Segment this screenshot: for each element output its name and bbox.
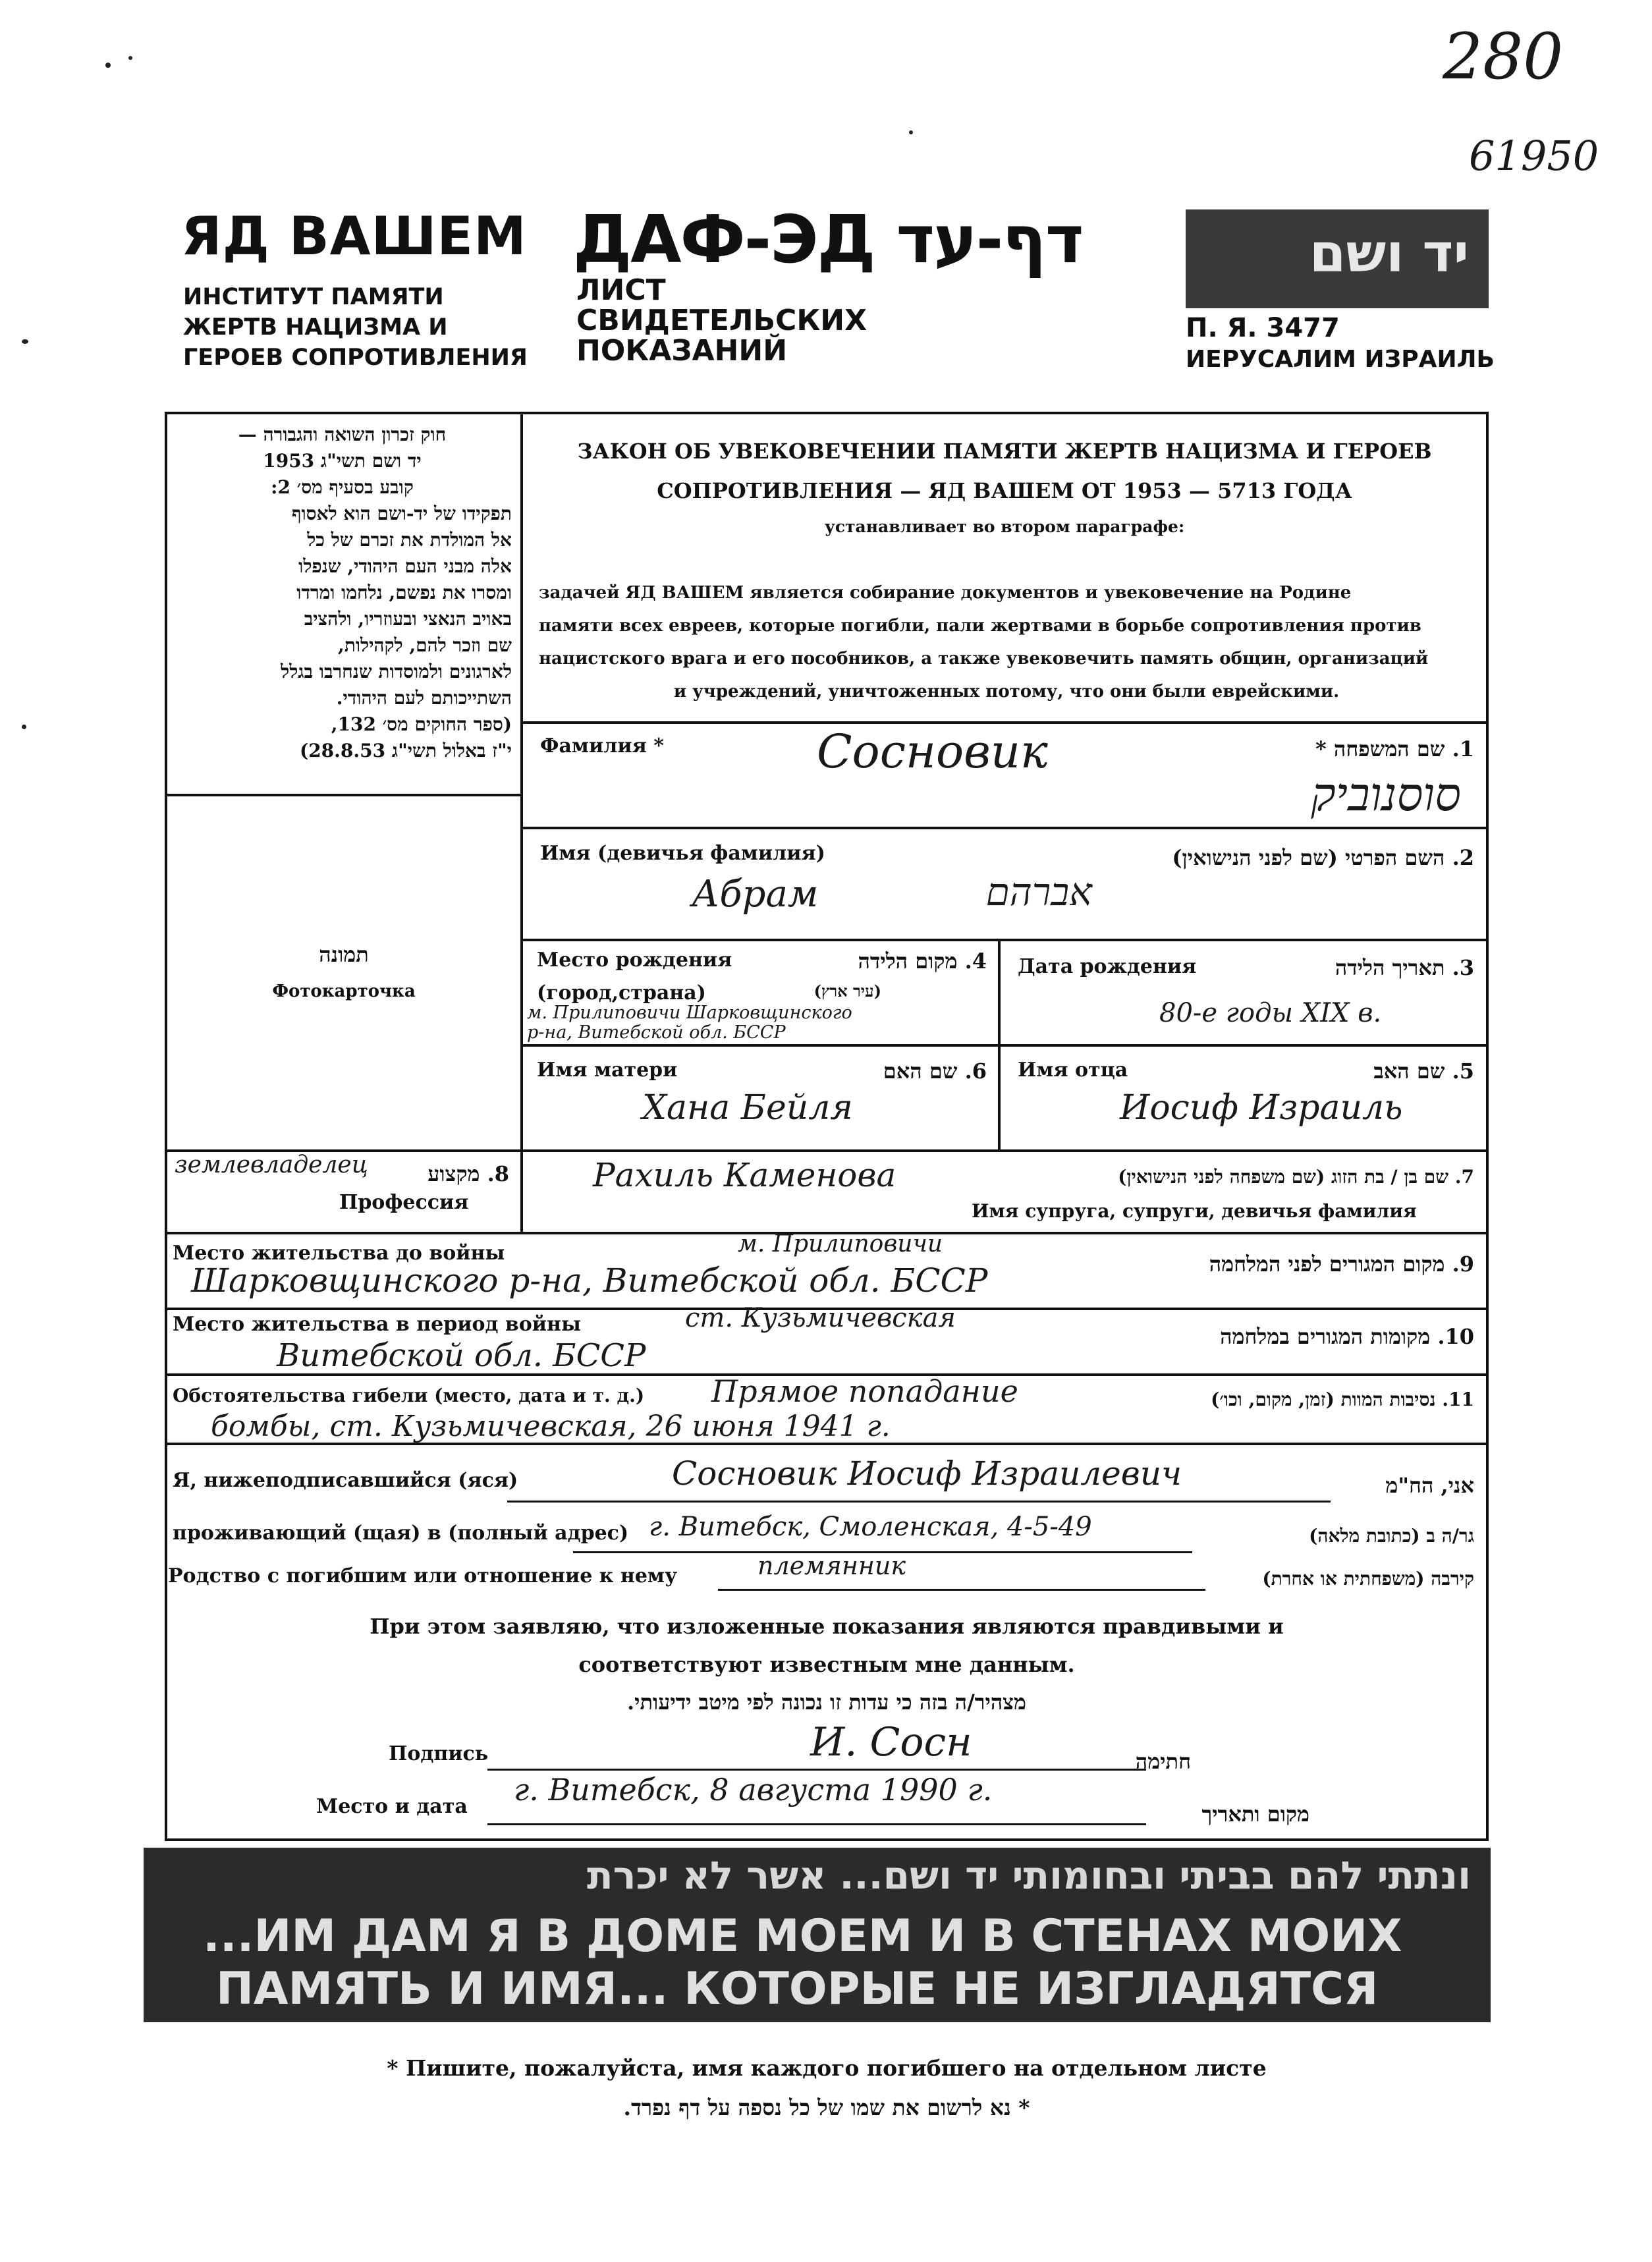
- first-name-value-he: אברהם: [985, 869, 1092, 914]
- birth-place-value-1: м. Прилиповичи Шарковщинского: [527, 1003, 852, 1023]
- quote-banner: [144, 1848, 1491, 2022]
- underline: [507, 1501, 1331, 1503]
- address-label-he: גר/ה ב (כתובת מלאה): [1309, 1525, 1474, 1547]
- relation-label: Родство с погибшим или отношение к нему: [168, 1564, 678, 1587]
- divider: [520, 721, 1489, 724]
- death-label-he: 11. נסיבות המוות (זמן, מקום, וכו׳): [1211, 1389, 1474, 1410]
- father-label: Имя отца: [1018, 1059, 1128, 1082]
- residence-during-label: Место жительства в период войны: [173, 1313, 582, 1336]
- divider: [998, 939, 1001, 1149]
- banner-line-2: ПАМЯТЬ И ИМЯ... КОТОРЫЕ НЕ ИЗГЛАДЯТСЯ: [216, 1963, 1379, 2015]
- law-title: ЗАКОН ОБ УВЕКОВЕЧЕНИИ ПАМЯТИ ЖЕРТВ НАЦИЗМА И ГЕРОЕВ СОПРОТИВЛЕНИЯ — ЯД ВАШЕМ ОТ 1953 — 5713 ГОДА: [577, 439, 1432, 503]
- residence-before-value-2: Шарковщинского р-на, Витебской обл. БССР: [191, 1261, 988, 1300]
- witness-name-value: Сосновик Иосиф Израилевич: [672, 1454, 1182, 1493]
- po-box: П. Я. 3477: [1186, 313, 1340, 343]
- underline: [487, 1823, 1146, 1825]
- scan-speck: [22, 339, 28, 344]
- place-date-value: г. Витебск, 8 августа 1990 г.: [514, 1772, 993, 1807]
- first-name-label-he: 2. השם הפרטי (שם לפני הנישואין): [1172, 845, 1474, 870]
- divider: [520, 1149, 523, 1232]
- mother-value: Хана Бейля: [642, 1088, 853, 1128]
- profession-label: Профессия: [339, 1191, 469, 1214]
- mother-label-he: 6. שם האם: [883, 1059, 987, 1084]
- residence-before-label-he: 9. מקום המגורים לפני המלחמה: [1209, 1252, 1474, 1277]
- yad-vashem-logo: יד ושם: [1186, 209, 1489, 308]
- profession-label-he: 8. מקצוע: [427, 1161, 509, 1186]
- spouse-label: Имя супруга, супруги, девичья фамилия: [972, 1200, 1417, 1222]
- surname-label-he: 1. שם המשפחה *: [1315, 736, 1474, 761]
- birth-date-label: Дата рождения: [1018, 955, 1197, 978]
- banner-line-1: ...ИМ ДАМ Я В ДОМЕ МОЕМ И В СТЕНАХ МОИХ: [203, 1910, 1402, 1962]
- org-name: ЯД ВАШЕМ: [181, 206, 527, 267]
- address-value: г. Витебск, Смоленская, 4-5-49: [649, 1512, 1092, 1542]
- item-number: 61950: [1469, 132, 1599, 180]
- address-label: проживающий (щая) в (полный адрес): [173, 1522, 629, 1545]
- signature-label: Подпись: [389, 1742, 489, 1765]
- surname-value-he: סוסנוביק: [1311, 767, 1461, 821]
- photo-label-he: תמונה: [319, 942, 369, 967]
- residence-before-label: Место жительства до войны: [173, 1242, 505, 1265]
- scan-speck: [909, 130, 913, 134]
- birth-place-value-2: р-на, Витебской обл. БССР: [527, 1022, 786, 1043]
- law-text: задачей ЯД ВАШЕМ является собирание документов и увековечение на Родине памяти всех евреев, которые погибли, пали жертвами в борьбе сопротивления против нацистского врага и его пособников, а также увековечить память общин, организаций и учреждений, уничтоженных потому, что они были еврейскими.: [539, 583, 1429, 702]
- place-date-label-he: מקום ותאריך: [1201, 1802, 1309, 1827]
- father-label-he: 5. שם האב: [1373, 1059, 1474, 1084]
- footer-note-he: * נא לרשום את שמו של כל נספה על דף נפרד.: [623, 2095, 1030, 2120]
- scan-speck: [128, 56, 132, 60]
- mother-label: Имя матери: [537, 1059, 678, 1082]
- birth-place-sublabel: (город,страна): [537, 981, 706, 1005]
- declaration-ru: При этом заявляю, что изложенные показания являются правдивыми и соответствуют известным мне данным.: [370, 1614, 1284, 1677]
- underline: [718, 1589, 1205, 1591]
- form-title: ДАФ-ЭД דף-עד: [573, 201, 1083, 278]
- death-value-2: бомбы, ст. Кузьмичевская, 26 июня 1941 г.: [211, 1410, 891, 1443]
- divider: [520, 1044, 1489, 1047]
- scan-speck: [22, 725, 26, 729]
- declaration-he: מצהיר/ה בזה כי עדות זו נכונה לפי מיטב ידיעותי.: [627, 1690, 1026, 1715]
- banner-hebrew: ונתתי להם בביתי ובחומותי יד ושם... אשר לא יכרת: [587, 1853, 1471, 1898]
- witness-label-he: אני, הח"מ: [1385, 1473, 1474, 1498]
- signature-label-he: חתימה: [1135, 1749, 1191, 1774]
- death-value-1: Прямое попадание: [711, 1373, 1018, 1409]
- footer-note-ru: * Пишите, пожалуйста, имя каждого погибшего на отдельном листе: [387, 2055, 1267, 2081]
- form-subtitle: ЛИСТ СВИДЕТЕЛЬСКИХ ПОКАЗАНИЙ: [576, 273, 867, 368]
- death-label: Обстоятельства гибели (место, дата и т. д.): [173, 1385, 645, 1406]
- residence-before-value-1: м. Прилиповичи: [738, 1230, 943, 1257]
- law-intro: устанавливает во втором параграфе:: [824, 517, 1185, 536]
- father-value: Иосиф Израиль: [1120, 1088, 1403, 1128]
- archive-number: 280: [1443, 20, 1564, 94]
- divider: [520, 412, 523, 1149]
- residence-during-label-he: 10. מקומות המגורים במלחמה: [1220, 1324, 1474, 1349]
- first-name-value: Абрам: [692, 873, 819, 916]
- underline: [487, 1769, 1146, 1771]
- birth-date-label-he: 3. תאריך הלידה: [1335, 955, 1474, 980]
- relation-value: племянник: [757, 1551, 906, 1580]
- birth-place-sublabel-he: (עיר ארץ): [813, 981, 881, 1001]
- signature-value: И. Сосн: [810, 1719, 972, 1765]
- first-name-label: Имя (девичья фамилия): [540, 842, 825, 865]
- spouse-value: Рахиль Каменова: [593, 1156, 896, 1194]
- profession-value: землевладелец: [175, 1151, 368, 1178]
- divider: [165, 794, 523, 796]
- law-hebrew: חוק זכרון השואה והגבורה — יד ושם תשי"ג 1953 קובע בסעיף מס׳ 2: תפקידו של יד-ושם הוא לאסוף אל המולדת את זכרם של כל אלה מבני העם היהודי, שנפלו ומסרו את נפשם, נלחמו ומרדו באויב הנאצי ובעוזריו, ולהציב שם וזכר להם, לקהילות, לארגונים ולמוסדות שנחרבו בגלל השתייכותם לעם היהודי. (ספר החוקים מס׳ 132, י"ז באלול תשי"ג 28.8.53): [238, 424, 512, 761]
- residence-during-value-2: Витебской обл. БССР: [277, 1337, 646, 1374]
- divider: [520, 939, 1489, 941]
- birth-place-label: Место рождения: [537, 949, 732, 972]
- divider: [520, 827, 1489, 829]
- residence-during-value-1: ст. Кузьмичевская: [685, 1303, 956, 1333]
- place-date-label: Место и дата: [316, 1795, 468, 1818]
- org-subtitle: ИНСТИТУТ ПАМЯТИ ЖЕРТВ НАЦИЗМА И ГЕРОЕВ СОПРОТИВЛЕНИЯ: [183, 284, 528, 371]
- city: ИЕРУСАЛИМ ИЗРАИЛЬ: [1186, 346, 1495, 373]
- surname-value: Сосновик: [817, 725, 1048, 779]
- witness-label: Я, нижеподписавшийся (яся): [173, 1469, 518, 1492]
- scan-speck: [105, 63, 111, 68]
- surname-label: Фамилия *: [540, 734, 664, 758]
- birth-place-label-he: 4. מקום הלידה: [858, 949, 987, 974]
- relation-label-he: קירבה (משפחתית או אחרת): [1262, 1568, 1474, 1589]
- photo-label-ru: Фотокарточка: [272, 981, 416, 1001]
- spouse-label-he: 7. שם בן / בת הזוג (שם משפחה לפני הנישואין): [1118, 1166, 1474, 1188]
- birth-date-value: 80-е годы XIX в.: [1159, 998, 1382, 1028]
